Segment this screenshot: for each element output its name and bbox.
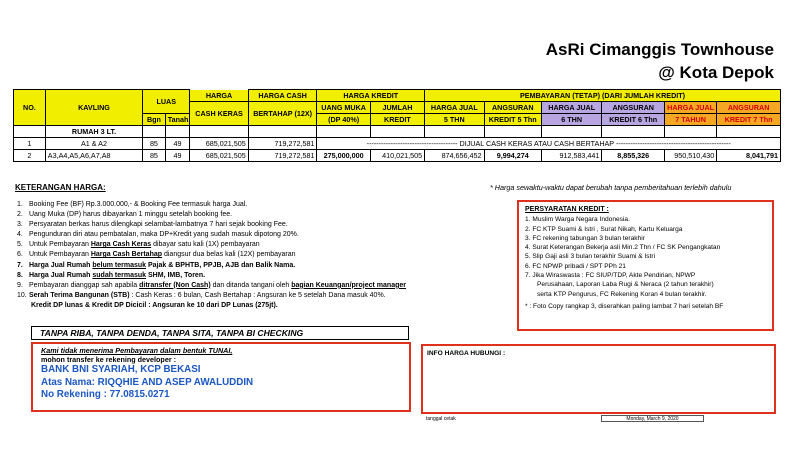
- persyaratan-title: PERSYARATAN KREDIT :: [525, 206, 609, 213]
- list-item: 3. Persyaratan berkas harus dilengkapi selambat-lambatnya 7 hari sejak booking Fee.: [17, 221, 288, 229]
- cell-no: 1: [14, 138, 46, 150]
- list-item: 6. FC NPWP pribadi / SPT PPh 21: [525, 262, 626, 270]
- table-row: [14, 138, 781, 150]
- header-pembayaran: PEMBAYARAN (TETAP) (DARI JUMLAH KREDIT): [425, 90, 781, 102]
- cell-ang5: 9,994,274: [484, 150, 541, 162]
- cell-bgn: 85: [143, 150, 166, 162]
- print-date-label: tanggal cetak: [426, 416, 456, 422]
- header-bgn: Bgn: [143, 114, 166, 126]
- list-item: 3. FC rekening tabungan 3 bulan terakhir: [525, 234, 645, 242]
- header-hj5a: HARGA JUAL: [425, 102, 484, 114]
- list-item: 5. Slip Gaji asli 3 bulan terakhir Suami & Istri: [525, 253, 656, 261]
- list-item: 7. Harga Jual Rumah belum termasuk Pajak & BPHTB, PPJB, AJB dan Balik Nama.: [17, 261, 296, 269]
- list-item: 6. Untuk Pembayaran Harga Cash Bertahap diangsur dua belas kali (12X) pembayaran: [17, 251, 296, 259]
- cell-tanah: 49: [165, 150, 190, 162]
- header-uang-muka: UANG MUKA: [317, 102, 370, 114]
- cell-hj7: 950,510,430: [664, 150, 716, 162]
- keterangan-list: [17, 200, 487, 311]
- list-item: serta KTP Pengurus, FC Rekening Koran 4 bulan terakhir.: [537, 290, 707, 298]
- keterangan-title: KETERANGAN HARGA:: [15, 183, 106, 192]
- header-ang7b: KREDIT 7 Thn: [717, 114, 781, 126]
- list-item: 2. Uang Muka (DP) harus dibayarkan 1 minggu setelah booking fee.: [17, 211, 233, 219]
- cell-bgn: 85: [143, 138, 166, 150]
- header-tanah: Tanah: [165, 114, 190, 126]
- page-subtitle: @ Kota Depok: [658, 63, 774, 82]
- cell-no: 2: [14, 150, 46, 162]
- section-label: RUMAH 3 LT.: [45, 126, 142, 138]
- page-title: AsRi Cimanggis Townhouse: [545, 40, 774, 59]
- cell-ang6: 8,855,326: [602, 150, 665, 162]
- header-ang5b: KREDIT 5 Thn: [484, 114, 541, 126]
- list-item: 7. Jika Wiraswasta : FC SIUP/TDP, Akte Pendirian, NPWP: [525, 272, 696, 280]
- list-item: 5. Untuk Pembayaran Harga Cash Keras dibayar satu kali (1X) pembayaran: [17, 241, 260, 249]
- list-item: Perusahaan, Laporan Laba Rugi & Neraca (2 tahun terakhir): [537, 281, 714, 289]
- header-ang7a: ANGSURAN: [717, 102, 781, 114]
- cell-sold-text: -------------------------------------- DIJUAL CASH KERAS ATAU CASH BERTAHAP ------------------------------------------------: [317, 138, 781, 150]
- cell-cash-bertahap: 719,272,581: [248, 150, 317, 162]
- list-item: 1. Booking Fee (BF) Rp.3.000.000,- & Booking Fee termasuk harga Jual.: [17, 201, 248, 208]
- list-item: 9. Pembayaran dianggap sah apabila ditransfer (Non Cash) dan ditanda tangani oleh bagian Keuangan/project manager: [17, 281, 406, 289]
- header-cash-keras: CASH KERAS: [190, 102, 248, 126]
- cell-kavling: A1 & A2: [45, 138, 142, 150]
- list-item: 1. Muslim Warga Negara Indonesia.: [525, 216, 630, 224]
- table-row: [14, 150, 781, 162]
- persyaratan-footnote: * : Foto Copy rangkap 3, diserahkan paling lambat 7 hari setelah BF: [525, 302, 724, 310]
- print-date: Monday, March 9, 2020: [601, 415, 704, 422]
- header-bertahap: BERTAHAP (12X): [248, 102, 317, 126]
- cell-cash-keras: 685,021,505: [190, 138, 248, 150]
- header-harga-kredit: HARGA KREDIT: [317, 90, 425, 102]
- persyaratan-box: [517, 200, 774, 331]
- cell-tanah: 49: [165, 138, 190, 150]
- cell-cash-bertahap: 719,272,581: [248, 138, 317, 150]
- cell-jumlah-kredit: 410,021,505: [370, 150, 424, 162]
- header-hj5b: 5 THN: [425, 114, 484, 126]
- no-cash-notice: Kami tidak menerima Pembayaran dalam bentuk TUNAI,: [41, 346, 233, 355]
- list-item: 10. Serah Terima Bangunan (STB) : Cash Keras : 6 bulan, Cash Bertahap : Angsuran ke 5 setelah Dana masuk 40%.: [17, 291, 386, 299]
- header-kavling: KAVLING: [45, 90, 142, 126]
- header-hj7b: 7 TAHUN: [664, 114, 716, 126]
- list-item: 4. Surat Keterangan Bekerja asli Min.2 Thn / FC SK Pengangkatan: [525, 244, 721, 252]
- cell-cash-keras: 685,021,505: [190, 150, 248, 162]
- bank-name: BANK BNI SYARIAH, KCP BEKASI: [41, 364, 201, 375]
- header-jumlah: JUMLAH: [370, 102, 424, 114]
- cell-hj6: 912,583,441: [541, 150, 601, 162]
- price-change-note: * Harga sewaktu-waktu dapat berubah tanpa pemberitahuan terlebih dahulu: [490, 183, 732, 192]
- price-table: [13, 89, 781, 162]
- header-ang6a: ANGSURAN: [602, 102, 665, 114]
- header-dp40: (DP 40%): [317, 114, 370, 126]
- info-contact-box: [421, 344, 776, 414]
- header-ang6b: KREDIT 6 Thn: [602, 114, 665, 126]
- info-title: INFO HARGA HUBUNGI :: [427, 350, 506, 357]
- header-ang5a: ANGSURAN: [484, 102, 541, 114]
- header-hj7a: HARGA JUAL: [664, 102, 716, 114]
- cell-ang7: 8,041,791: [717, 150, 781, 162]
- header-harga-cash: HARGA CASH: [248, 90, 317, 102]
- list-item: Kredit DP lunas & Kredit DP Dicicil : Angsuran ke 10 dari DP Lunas (275jt).: [31, 301, 278, 309]
- list-item: 4. Pengunduran diri atau pembatalan, maka DP+Kredit yang sudah masuk dipotong 20%.: [17, 231, 299, 239]
- header-hj6a: HARGA JUAL: [541, 102, 601, 114]
- header-luas: LUAS: [143, 90, 190, 114]
- header-kredit: KREDIT: [370, 114, 424, 126]
- account-name: Atas Nama: RIQQHIE AND ASEP AWALUDDIN: [41, 376, 254, 388]
- header-hj6b: 6 THN: [541, 114, 601, 126]
- cell-uang-muka: 275,000,000: [317, 150, 370, 162]
- account-number: No Rekening : 77.0815.0271: [41, 389, 170, 400]
- list-item: 8. Harga Jual Rumah sudah termasuk SHM, IMB, Toren.: [17, 271, 206, 279]
- no-riba-banner: TANPA RIBA, TANPA DENDA, TANPA SITA, TANPA BI CHECKING: [31, 326, 409, 340]
- transfer-instruction: mohon transfer ke rekening developer :: [41, 355, 177, 364]
- list-item: 2. FC KTP Suami & Istri , Surat Nikah, Kartu Keluarga: [525, 225, 683, 233]
- header-harga: HARGA: [190, 90, 248, 102]
- cell-kavling: A3,A4,A5,A6,A7,A8: [45, 150, 142, 162]
- cell-hj5: 874,656,452: [425, 150, 484, 162]
- bank-transfer-box: [31, 342, 411, 412]
- header-no: NO.: [14, 90, 46, 126]
